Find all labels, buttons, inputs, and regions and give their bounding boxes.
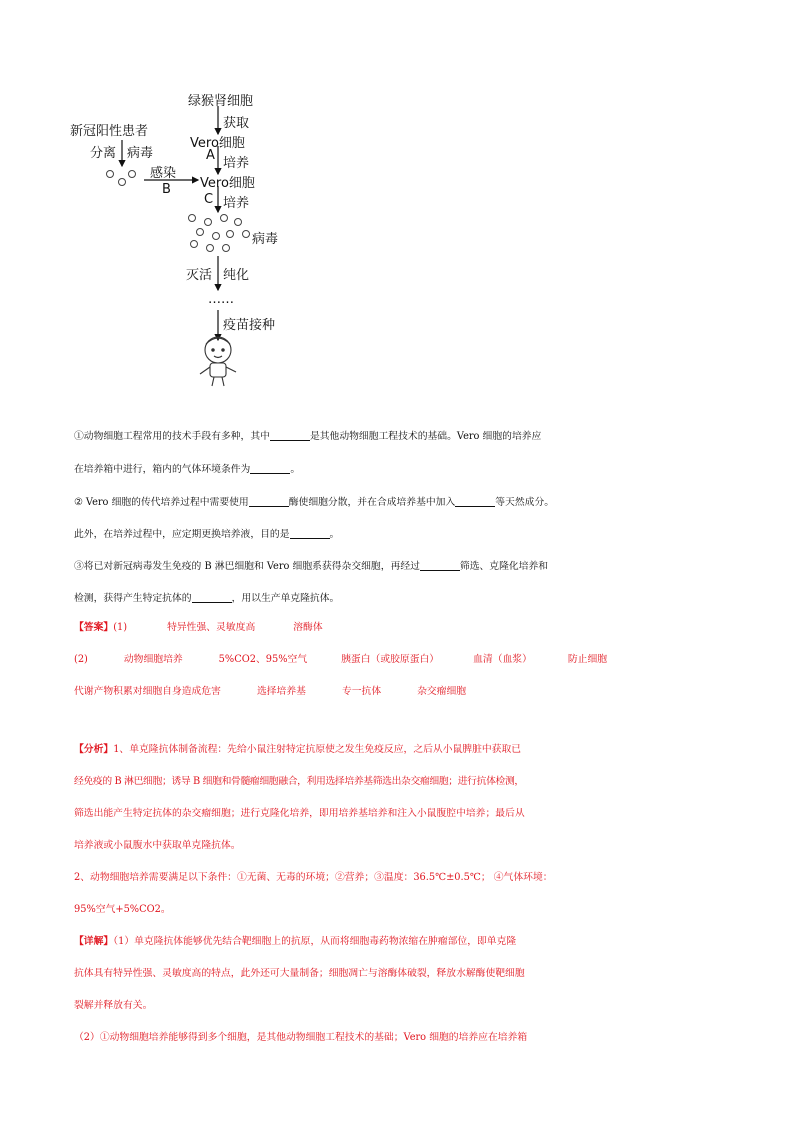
detail-line-1: 【详解】（1）单克隆抗体能够优先结合靶细胞上的抗原，从而将细胞毒药物浓缩在肿瘤部位，即单克隆 (74, 936, 517, 947)
label-virus-1: 病毒 (127, 146, 154, 161)
answer-blank (455, 496, 495, 507)
label-c: C (204, 192, 214, 207)
label-virus-2: 病毒 (252, 232, 279, 247)
label-vaccinate: 疫苗接种 (223, 318, 276, 333)
answer-blank (270, 430, 310, 441)
label-culture-1: 培养 (223, 156, 250, 171)
label-culture-2: 培养 (223, 196, 250, 211)
answer-blank (420, 560, 460, 571)
label-patient: 新冠阳性患者 (70, 124, 149, 139)
question-line-1: ①动物细胞工程常用的技术手段有多种，其中 是其他动物细胞工程技术的基础。Vero 细胞的培养应 (74, 431, 542, 442)
answer-line-2: (2) 动物细胞培养 5%CO2、95%空气 胰蛋白（或胶原蛋白） 血清（血浆） 防止细胞 (74, 654, 608, 665)
detail-label: 【详解】 (74, 936, 114, 947)
label-infect: 感染 (150, 166, 177, 181)
detail-line-2: 抗体具有特异性强、灵敏度高的特点，此外还可大量制备；细胞凋亡与溶酶体破裂，释放水解酶使靶细胞 (74, 968, 525, 979)
analysis-line-6: 95%空气+5%CO2。 (74, 904, 171, 915)
label-purify: 纯化 (223, 268, 250, 283)
label-monkey-cells: 绿猴肾细胞 (188, 94, 254, 109)
question-line-4: 此外，在培养过程中，应定期更换培养液，目的是 。 (74, 529, 340, 540)
label-obtain: 获取 (223, 116, 250, 131)
label-separate: 分离 (90, 146, 117, 161)
label-vero-2: Vero细胞 (200, 176, 255, 191)
answer-blank (250, 463, 290, 474)
analysis-line-4: 培养液或小鼠腹水中获取单克隆抗体。 (74, 840, 241, 851)
answer-blank (290, 528, 330, 539)
answer-line-3: 代谢产物积累对细胞自身造成危害 选择培养基 专一抗体 杂交瘤细胞 (74, 686, 467, 697)
vaccine-process-diagram (70, 88, 310, 388)
label-vero-1: Vero细胞 (190, 136, 245, 151)
question-line-6: 检测，获得产生特定抗体的 ，用以生产单克隆抗体。 (74, 593, 340, 604)
question-line-5: ③将已对新冠病毒发生免疫的 B 淋巴细胞和 Vero 细胞系获得杂交细胞，再经过 筛选、克隆化培养和 (74, 561, 549, 572)
analysis-line-1: 【分析】1、单克隆抗体制备流程：先给小鼠注射特定抗原使之发生免疫反应，之后从小鼠脾脏中获取已 (74, 744, 522, 755)
label-inactivate: 灭活 (186, 268, 213, 283)
label-b: B (162, 182, 171, 197)
detail-line-4: （2）①动物细胞培养能够得到多个细胞，是其他动物细胞工程技术的基础；Vero 细胞的培养应在培养箱 (74, 1032, 528, 1043)
question-line-2: 在培养箱中进行，箱内的气体环境条件为 。 (74, 464, 301, 475)
label-a: A (206, 148, 215, 163)
answer-label: 【答案】 (74, 622, 114, 633)
analysis-line-2: 经免疫的 B 淋巴细胞；诱导 B 细胞和骨髓瘤细胞融合，利用选择培养基筛选出杂交瘤细胞；进行抗体检测， (74, 776, 524, 787)
detail-line-3: 裂解并释放有关。 (74, 1000, 153, 1011)
answer-blank (192, 592, 232, 603)
analysis-label: 【分析】 (74, 744, 114, 755)
analysis-line-5: 2、动物细胞培养需要满足以下条件：①无菌、无毒的环境；②营养；③温度：36.5℃±0.5℃； ④气体环境： (74, 872, 553, 883)
question-line-3: ② Vero 细胞的传代培养过程中需要使用 酶使细胞分散，并在合成培养基中加入 等天然成分。 (74, 497, 555, 508)
label-ellipsis: …… (208, 292, 234, 307)
child-figure (200, 337, 236, 386)
answer-blank (249, 496, 289, 507)
answer-line-1: 【答案】(1) 特异性强、灵敏度高 溶酶体 (74, 622, 323, 633)
analysis-line-3: 筛选出能产生特定抗体的杂交瘤细胞；进行克隆化培养，即用培养基培养和注入小鼠腹腔中培养；最后从 (74, 808, 525, 819)
